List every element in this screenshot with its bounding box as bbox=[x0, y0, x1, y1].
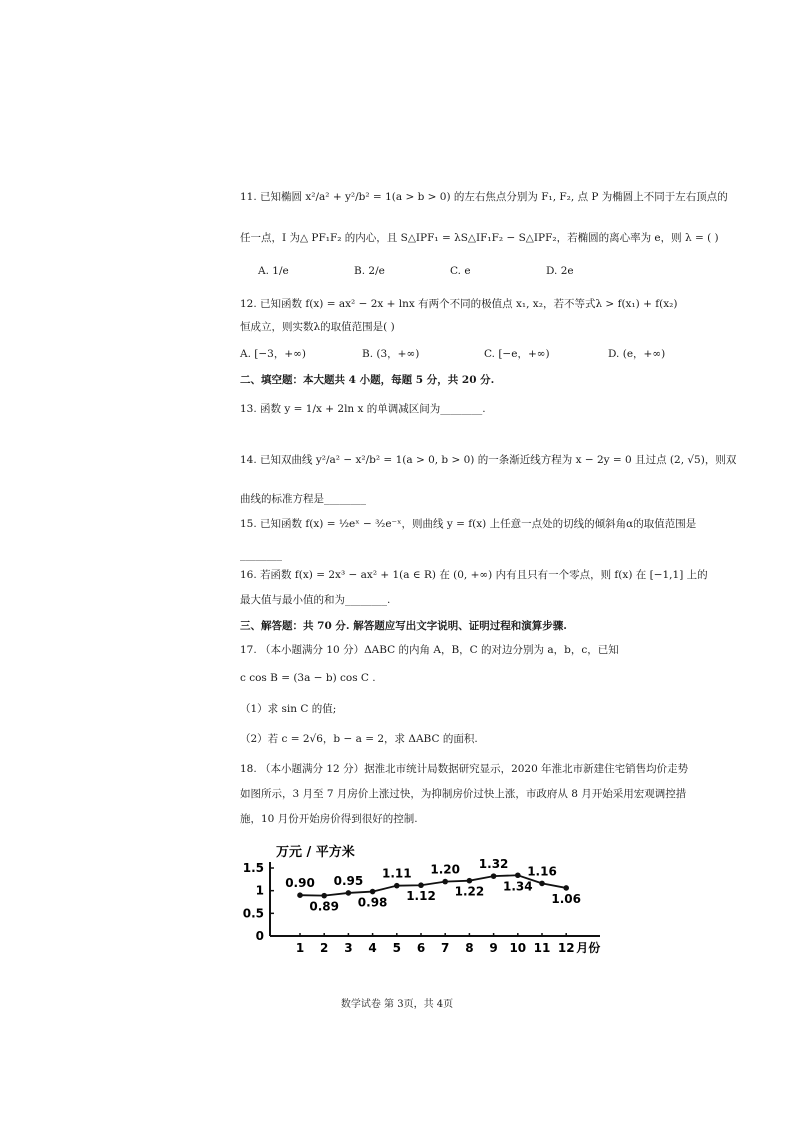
data-label: 0.89 bbox=[309, 899, 340, 914]
x-tick-label: 10 bbox=[509, 941, 527, 955]
data-point bbox=[370, 889, 376, 895]
y-axis-label: 万元 / 平方米 bbox=[276, 845, 355, 860]
q14-line1: 14. 已知双曲线 y²/a² − x²/b² = 1(a > 0, b > 0) 的一条渐近线方程为 x − 2y = 0 且过点 (2, √5)，则双 bbox=[240, 454, 737, 466]
x-tick-label: 4 bbox=[368, 941, 377, 955]
x-tick-label: 2 bbox=[320, 941, 329, 955]
data-label: 1.34 bbox=[502, 879, 533, 894]
x-tick-label: 8 bbox=[465, 941, 474, 955]
q12-line1: 12. 已知函数 f(x) = ax² − 2x + lnx 有两个不同的极值点 x₁, x₂，若不等式λ > f(x₁) + f(x₂) bbox=[240, 298, 678, 310]
section-2-heading: 二、填空题：本大题共 4 小题，每题 5 分，共 20 分. bbox=[240, 374, 495, 386]
q17-line2: c cos B = (3a − b) cos C . bbox=[240, 672, 376, 684]
x-tick-label: 12 bbox=[557, 941, 575, 955]
data-point bbox=[321, 893, 327, 899]
q11-option-b: B. 2/e bbox=[354, 265, 385, 277]
q12-option-a: A. [−3，+∞) bbox=[240, 348, 306, 360]
data-point bbox=[394, 883, 400, 889]
x-tick-label: 6 bbox=[416, 941, 426, 955]
q12-option-c: C. [−e，+∞) bbox=[484, 348, 550, 360]
y-tick-label: 0.5 bbox=[242, 906, 264, 921]
data-label: 1.11 bbox=[381, 866, 412, 881]
data-label: 1.12 bbox=[406, 889, 436, 904]
x-tick-label: 3 bbox=[344, 941, 353, 955]
q17-part1: （1）求 sin C 的值; bbox=[240, 703, 337, 715]
x-tick-label: 11 bbox=[533, 941, 551, 955]
q17-part2: （2）若 c = 2√6，b − a = 2，求 ΔABC 的面积. bbox=[240, 733, 478, 745]
q18-line3: 施，10 月份开始房价得到很好的控制. bbox=[240, 813, 418, 825]
q11-option-d: D. 2e bbox=[546, 265, 574, 277]
data-point bbox=[297, 892, 303, 898]
q16-line1: 16. 若函数 f(x) = 2x³ − ax² + 1(a ∈ R) 在 (0, +∞) 内有且只有一个零点，则 f(x) 在 [−1,1] 上的 bbox=[240, 569, 708, 581]
data-label: 1.32 bbox=[478, 857, 509, 872]
data-label: 0.90 bbox=[285, 876, 315, 891]
data-point bbox=[515, 872, 521, 878]
data-label: 1.20 bbox=[430, 862, 461, 877]
data-label: 0.95 bbox=[333, 873, 364, 888]
y-tick-label: 0 bbox=[255, 929, 264, 943]
q13: 13. 函数 y = 1/x + 2ln x 的单调减区间为________. bbox=[240, 403, 486, 415]
data-point bbox=[442, 879, 448, 885]
q18-line2: 如图所示，3 月至 7 月房价上涨过快，为抑制房价过快上涨，市政府从 8 月开始采用宏观调控措 bbox=[240, 788, 687, 800]
x-tick-label: 7 bbox=[441, 941, 450, 955]
y-tick-label: 1.5 bbox=[242, 861, 264, 875]
q12-option-d: D. (e，+∞) bbox=[608, 348, 666, 360]
q16-line2: 最大值与最小值的和为________. bbox=[240, 594, 391, 606]
data-point bbox=[346, 890, 352, 896]
q17-line1: 17. （本小题满分 10 分）ΔABC 的内角 A，B，C 的对边分别为 a，b，c，已知 bbox=[240, 644, 619, 656]
q12-option-b: B. (3，+∞) bbox=[362, 348, 420, 360]
data-point bbox=[467, 878, 473, 884]
q11-option-c: C. e bbox=[450, 265, 471, 277]
data-label: 1.16 bbox=[527, 864, 557, 879]
x-tick-label: 9 bbox=[489, 941, 498, 955]
x-tick-label: 1 bbox=[295, 941, 305, 955]
data-point bbox=[539, 881, 545, 887]
q11-option-a: A. 1/e bbox=[258, 265, 289, 277]
data-label: 1.22 bbox=[454, 884, 485, 899]
x-tick-label: 5 bbox=[392, 941, 401, 955]
section-3-heading: 三、解答题：共 70 分. 解答题应写出文字说明、证明过程和演算步骤. bbox=[240, 620, 567, 632]
q15-line2: ________ bbox=[240, 549, 282, 561]
data-point bbox=[491, 873, 497, 879]
q18-line1: 18. （本小题满分 12 分）据淮北市统计局数据研究显示，2020 年淮北市新建住宅销售均价走势 bbox=[240, 763, 689, 775]
page-footer: 数学试卷 第 3页，共 4页 bbox=[340, 999, 454, 1010]
q12-line2: 恒成立，则实数λ的取值范围是( ) bbox=[240, 321, 395, 333]
x-axis-label: 月份 bbox=[576, 941, 601, 955]
data-point bbox=[418, 882, 424, 888]
q11-line1: 11. 已知椭圆 x²/a² + y²/b² = 1(a > b > 0) 的左右焦点分别为 F₁, F₂, 点 P 为椭圆上不同于左右顶点的 bbox=[240, 191, 728, 203]
q14-line2: 曲线的标准方程是________ bbox=[240, 493, 366, 505]
data-point bbox=[563, 885, 569, 891]
q15-line1: 15. 已知函数 f(x) = ½eˣ − ³⁄₂e⁻ˣ，则曲线 y = f(x) 上任意一点处的切线的倾斜角α的取值范围是 bbox=[240, 518, 697, 530]
y-tick-label: 1 bbox=[255, 883, 264, 898]
q11-line2: 任一点，I 为△ PF₁F₂ 的内心，且 S△IPF₁ = λS△IF₁F₂ − S△IPF₂，若椭圆的离心率为 e，则 λ = ( ) bbox=[240, 232, 719, 244]
house-price-chart bbox=[240, 838, 620, 956]
data-label: 1.06 bbox=[551, 891, 582, 906]
data-label: 0.98 bbox=[357, 895, 388, 910]
